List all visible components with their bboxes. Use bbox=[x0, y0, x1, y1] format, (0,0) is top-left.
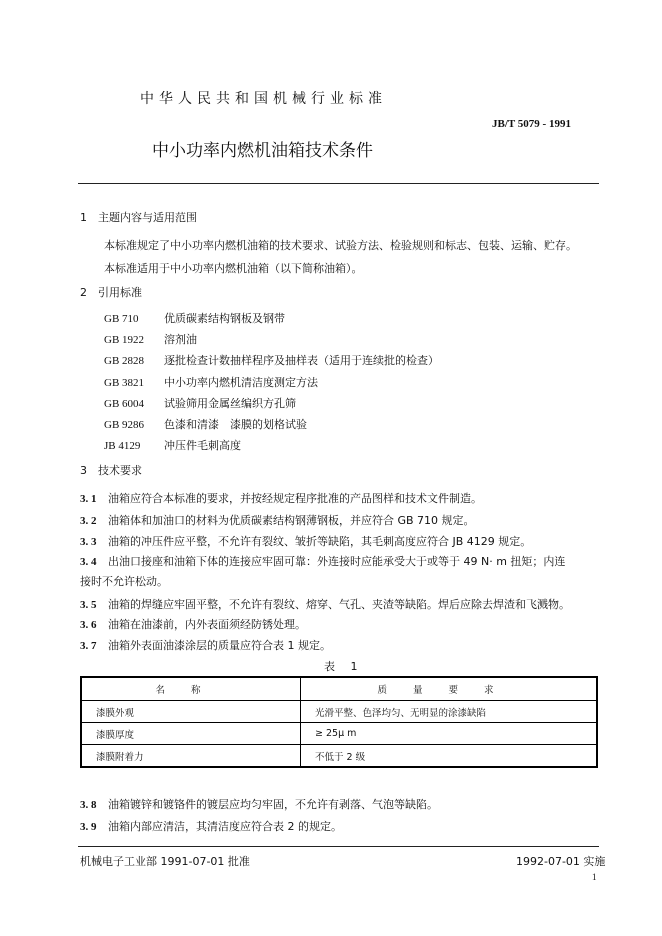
section-number: 1 bbox=[80, 211, 87, 224]
section-title: 技术要求 bbox=[98, 464, 142, 477]
table-cell: 光滑平整、色泽均匀、无明显的涂漆缺陷 bbox=[301, 701, 598, 723]
section-3-heading bbox=[80, 462, 142, 478]
table-header-quality: 质量要求 bbox=[301, 677, 598, 701]
requirement-text: 出油口接座和油箱下体的连接应牢固可靠：外连接时应能承受大于或等于 49 N· m 扭矩；内连 bbox=[108, 555, 566, 568]
requirement-item bbox=[80, 490, 482, 506]
requirement-text: 油箱体和加油口的材料为优质碳素结构钢薄钢板，并应符合 GB 710 规定。 bbox=[108, 514, 475, 527]
header-divider bbox=[78, 183, 599, 184]
table-row bbox=[81, 701, 597, 723]
reference-title: 优质碳素结构钢板及钢带 bbox=[164, 312, 285, 325]
reference-code: GB 1922 bbox=[104, 334, 145, 346]
section-number: 2 bbox=[80, 286, 87, 299]
section-1-heading bbox=[80, 209, 197, 225]
requirement-number: 3. 8 bbox=[80, 799, 97, 811]
requirement-number: 3. 6 bbox=[80, 619, 97, 631]
requirement-text: 油箱外表面油漆涂层的质量应符合表 1 规定。 bbox=[108, 639, 331, 652]
requirement-text: 油箱在油漆前，内外表面须经防锈处理。 bbox=[108, 618, 306, 631]
requirement-number: 3. 7 bbox=[80, 640, 97, 652]
requirement-number: 3. 4 bbox=[80, 556, 97, 568]
table-cell: 漆膜附着力 bbox=[81, 745, 301, 768]
reference-title: 溶剂油 bbox=[164, 333, 197, 346]
reference-code: GB 3821 bbox=[104, 377, 145, 389]
requirement-number: 3. 3 bbox=[80, 536, 97, 548]
requirement-item bbox=[80, 616, 306, 632]
reference-title: 中小功率内燃机清洁度测定方法 bbox=[164, 376, 318, 389]
reference-row bbox=[104, 331, 197, 347]
reference-row bbox=[104, 395, 296, 411]
page-number: 1 bbox=[592, 872, 597, 882]
requirement-text: 油箱镀锌和镀铬件的镀层应均匀牢固，不允许有剥落、气泡等缺陷。 bbox=[108, 798, 438, 811]
section-title: 主题内容与适用范围 bbox=[98, 211, 197, 224]
coating-quality-table bbox=[80, 676, 598, 768]
reference-code: GB 2828 bbox=[104, 355, 145, 367]
requirement-continuation: 接时不允许松动。 bbox=[80, 575, 168, 588]
table-cell: 漆膜厚度 bbox=[81, 723, 301, 745]
table-row bbox=[81, 723, 597, 745]
issuing-organization: 中华人民共和国机械行业标准 bbox=[140, 91, 387, 107]
requirement-number: 3. 5 bbox=[80, 599, 97, 611]
requirement-item bbox=[80, 796, 438, 812]
table-cell: ≥ 25μ m bbox=[301, 723, 598, 745]
implementation-line: 1992-07-01 实施 bbox=[516, 855, 606, 868]
section-title: 引用标准 bbox=[98, 286, 142, 299]
footer-divider bbox=[78, 846, 599, 847]
table-header-name: 名称 bbox=[81, 677, 301, 701]
requirement-item bbox=[80, 512, 475, 528]
requirement-text: 油箱应符合本标准的要求，并按经规定程序批准的产品图样和技术文件制造。 bbox=[108, 492, 482, 505]
section-1-paragraph-1: 本标准规定了中小功率内燃机油箱的技术要求、试验方法、检验规则和标志、包装、运输、贮存。 bbox=[104, 239, 577, 252]
requirement-text: 油箱内部应清洁，其清洁度应符合表 2 的规定。 bbox=[108, 820, 342, 833]
reference-code: GB 710 bbox=[104, 313, 139, 325]
table-caption: 表 1 bbox=[324, 660, 364, 673]
reference-row bbox=[104, 437, 241, 453]
requirement-number: 3. 1 bbox=[80, 493, 97, 505]
standard-code: JB/T 5079 - 1991 bbox=[492, 118, 571, 130]
section-number: 3 bbox=[80, 464, 87, 477]
table-cell: 不低于 2 级 bbox=[301, 745, 598, 768]
reference-code: JB 4129 bbox=[104, 440, 141, 452]
approval-line: 机械电子工业部 1991-07-01 批准 bbox=[80, 855, 250, 868]
reference-row bbox=[104, 416, 307, 432]
requirement-number: 3. 9 bbox=[80, 821, 97, 833]
reference-row bbox=[104, 310, 285, 326]
reference-row bbox=[104, 352, 439, 368]
requirement-item bbox=[80, 533, 531, 549]
requirement-item bbox=[80, 637, 331, 653]
table-header-row bbox=[81, 677, 597, 701]
requirement-item bbox=[80, 818, 342, 834]
requirement-item bbox=[80, 553, 565, 569]
reference-title: 色漆和清漆 漆膜的划格试验 bbox=[164, 418, 307, 431]
reference-code: GB 9286 bbox=[104, 419, 145, 431]
section-2-heading bbox=[80, 284, 142, 300]
table-row bbox=[81, 745, 597, 768]
reference-title: 逐批检查计数抽样程序及抽样表（适用于连续批的检查） bbox=[164, 354, 439, 367]
reference-code: GB 6004 bbox=[104, 398, 145, 410]
requirement-text: 油箱的焊缝应牢固平整，不允许有裂纹、熔穿、气孔、夹渣等缺陷。焊后应除去焊渣和飞溅物。 bbox=[108, 598, 570, 611]
requirement-item bbox=[80, 596, 570, 612]
reference-title: 冲压件毛刺高度 bbox=[164, 439, 241, 452]
requirement-text: 油箱的冲压件应平整，不允许有裂纹、皱折等缺陷，其毛刺高度应符合 JB 4129 规定。 bbox=[108, 535, 532, 548]
reference-title: 试验筛用金属丝编织方孔筛 bbox=[164, 397, 296, 410]
table-cell: 漆膜外观 bbox=[81, 701, 301, 723]
requirement-number: 3. 2 bbox=[80, 515, 97, 527]
document-title: 中小功率内燃机油箱技术条件 bbox=[152, 141, 373, 161]
section-1-paragraph-2: 本标准适用于中小功率内燃机油箱（以下简称油箱）。 bbox=[104, 262, 363, 275]
reference-row bbox=[104, 374, 318, 390]
